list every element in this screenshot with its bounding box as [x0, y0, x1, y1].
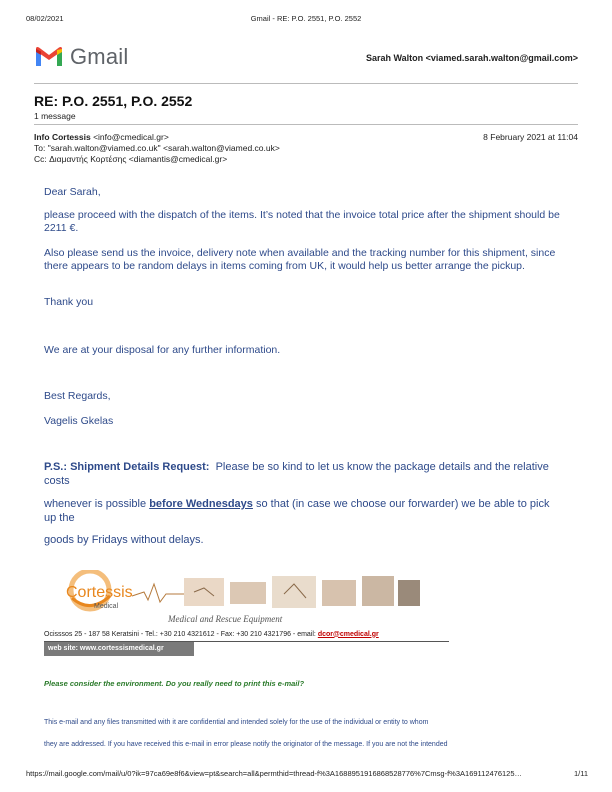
- message-count: 1 message: [34, 111, 76, 121]
- confidentiality-line-2: they are addressed. If you have received this e-mail in error please notify the originator of the message. If you are not the intended: [44, 741, 448, 748]
- company-address: [44, 628, 449, 640]
- gmail-wordmark: Gmail: [70, 44, 129, 69]
- ps-request: [44, 460, 564, 488]
- ps-text: Please be so kind to let us know the package details and the relative costs: [44, 461, 549, 487]
- ps-label: P.S.: Shipment Details Request:: [44, 461, 210, 473]
- header-divider: [34, 83, 578, 84]
- cortessis-logo: [44, 570, 422, 628]
- ps-fridays: goods by Fridays without delays.: [44, 534, 204, 546]
- gmail-logo[interactable]: [34, 44, 128, 70]
- company-email-link[interactable]: dcor@cmedical.gr: [317, 630, 379, 638]
- website-label[interactable]: web site: www.cortessismedical.gr: [44, 642, 194, 656]
- tagline: Medical and Rescue Equipment: [168, 614, 283, 624]
- disposal-line: We are at your disposal for any further information.: [44, 344, 281, 356]
- print-url: https://mail.google.com/mail/u/0?ik=97ca69e8f6&view=pt&search=all&permthid=thread-f%3A1688951916868528776%7Cmsg-f%3A169112476125…: [26, 769, 523, 778]
- greeting: Dear Sarah,: [44, 186, 101, 198]
- paragraph-invoice: Also please send us the invoice, delivery note when available and the tracking number for this shipment, since there appears to be random delays in items coming from UK, it would help us better arrange the pickup.: [44, 247, 556, 272]
- page-number: 1/11: [573, 769, 588, 778]
- sent-date: 8 February 2021 at 11:04: [483, 132, 578, 142]
- paragraph-dispatch: please proceed with the dispatch of the items. It’s noted that the invoice total price after the shipment should be 2211 €.: [44, 209, 560, 234]
- confidentiality-line-1: This e-mail and any files transmitted with it are confidential and intended solely for the use of the individual or entity to whom: [44, 719, 429, 726]
- before-wednesdays-link[interactable]: before Wednesdays: [149, 498, 253, 510]
- ps-deadline: [44, 497, 564, 525]
- brand-name: Cortessis: [66, 584, 133, 601]
- ps-deadline-post: so that (in case we choose our forwarder) we be able to pick up the: [44, 498, 550, 524]
- signoff-name: Vagelis Gkelas: [44, 415, 114, 427]
- print-title: Gmail - RE: P.O. 2551, P.O. 2552: [250, 14, 362, 23]
- sender-email[interactable]: <info@cmedical.gr>: [93, 132, 169, 142]
- to-line: To: "sarah.walton@viamed.co.uk" <sarah.walton@viamed.co.uk>: [34, 143, 280, 153]
- print-date: 08/02/2021: [26, 14, 64, 23]
- sender-line: [34, 132, 169, 142]
- gmail-m-icon: [34, 46, 64, 68]
- cc-line: Cc: Διαμαντής Κορτέσης <diamantis@cmedical.gr>: [34, 154, 228, 164]
- regards: Best Regards,: [44, 390, 111, 402]
- environment-notice: Please consider the environment. Do you really need to print this e-mail?: [44, 679, 305, 688]
- thread-subject: RE: P.O. 2551, P.O. 2552: [34, 93, 193, 109]
- brand-sub: Medical: [94, 603, 119, 610]
- address-text: Ocisssos 25 - 187 58 Keratsini - Tel.: +30 210 4321612 - Fax: +30 210 4321796 - email:: [44, 630, 316, 638]
- account-email: Sarah Walton <viamed.sarah.walton@gmail.com>: [365, 53, 578, 63]
- sender-name: Info Cortessis: [34, 132, 91, 142]
- ps-deadline-pre: whenever is possible: [44, 498, 147, 510]
- subject-divider: [34, 124, 578, 125]
- thanks: Thank you: [44, 296, 94, 308]
